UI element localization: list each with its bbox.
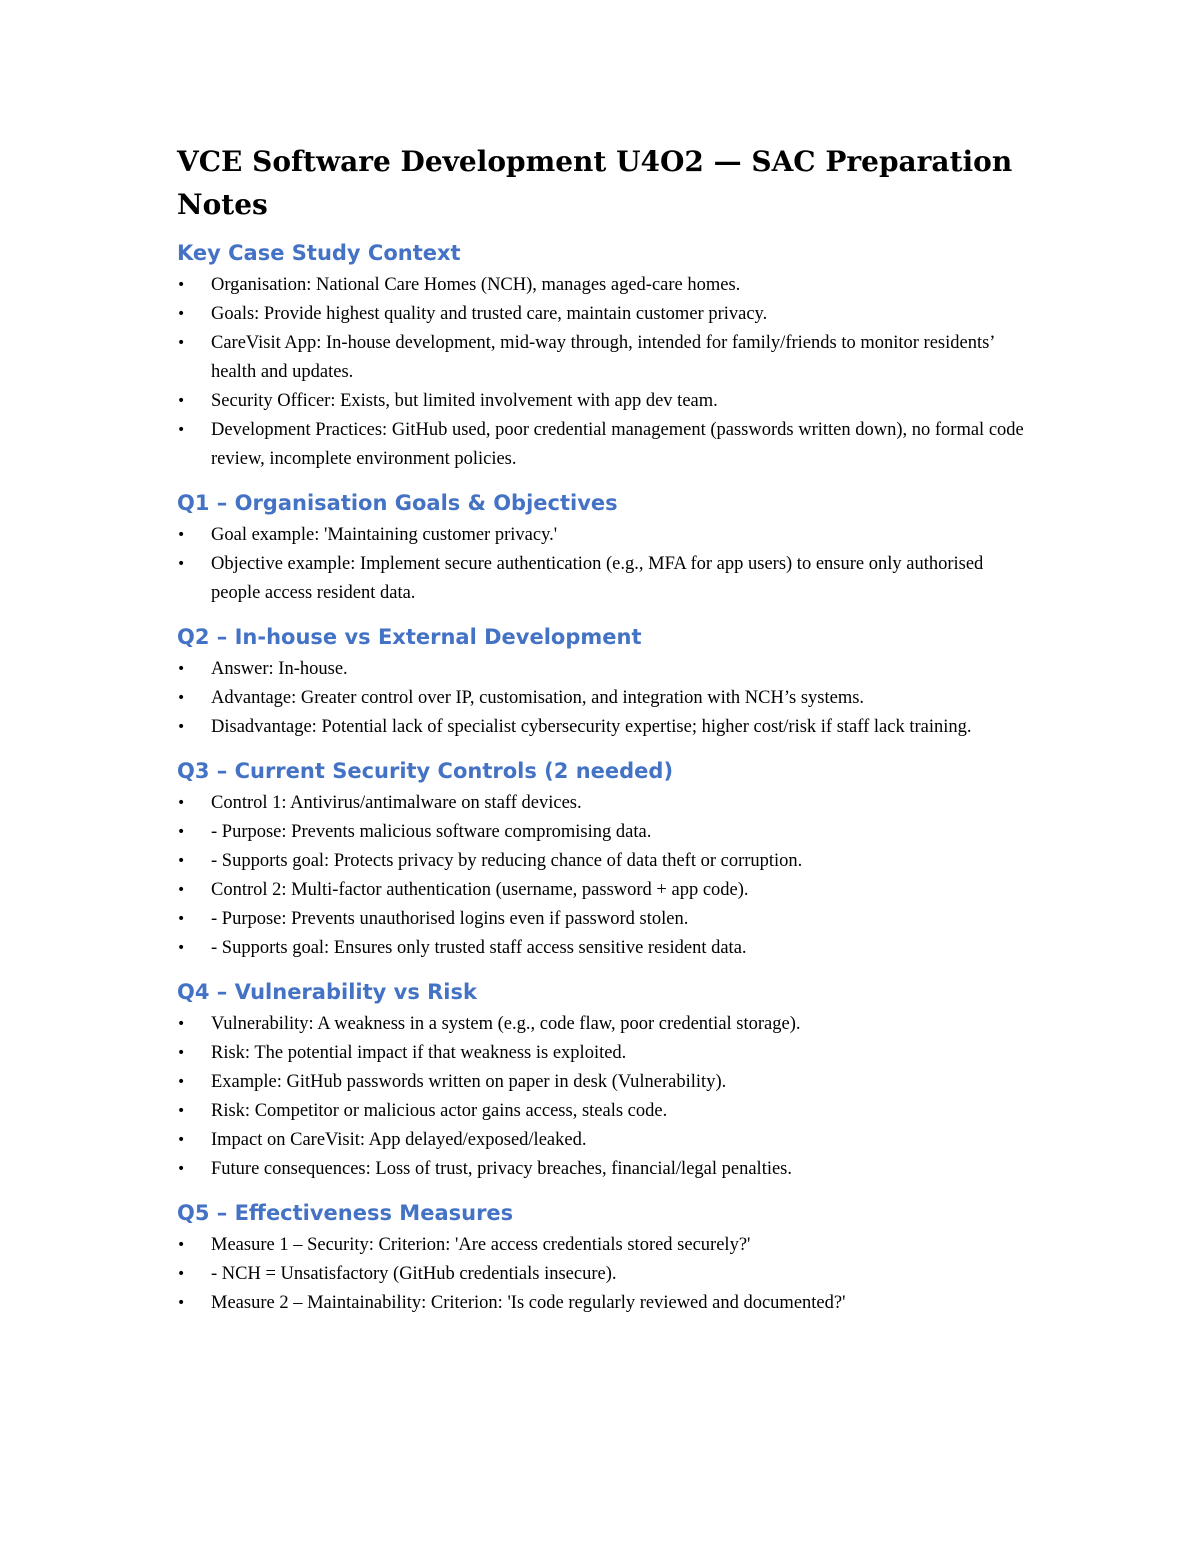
bullet-icon: •: [177, 527, 186, 543]
list-item: [177, 684, 1037, 713]
bullet-icon: •: [177, 306, 186, 322]
section-heading: Key Case Study Context: [177, 241, 461, 265]
section: [177, 756, 1037, 963]
list-item: [177, 416, 1037, 474]
list-item: [177, 1097, 1037, 1126]
list-item-text: - Purpose: Prevents unauthorised logins even if password stolen.: [211, 909, 689, 929]
section-heading: Q2 – In-house vs External Development: [177, 625, 642, 649]
list-item-text: Organisation: National Care Homes (NCH), manages aged-care homes.: [211, 275, 741, 295]
list-item-text: Risk: The potential impact if that weakness is exploited.: [211, 1043, 627, 1063]
list-item: [177, 387, 1037, 416]
list-item-text: Measure 1 – Security: Criterion: 'Are access credentials stored securely?': [211, 1235, 751, 1255]
list-item-text: Security Officer: Exists, but limited involvement with app dev team.: [211, 391, 718, 411]
bullet-icon: •: [177, 940, 186, 956]
section: [177, 238, 1037, 474]
list-item: [177, 300, 1037, 329]
bullet-icon: •: [177, 556, 186, 572]
section-heading: Q1 – Organisation Goals & Objectives: [177, 491, 618, 515]
bullet-icon: •: [177, 1103, 186, 1119]
list-item: [177, 1010, 1037, 1039]
list-item-text: Development Practices: GitHub used, poor credential management (passwords written down), no formal code review, incomplete environment policies.: [211, 420, 1024, 469]
list-item: [177, 655, 1037, 684]
bullet-icon: •: [177, 911, 186, 927]
list-item: [177, 934, 1037, 963]
list-item: [177, 1260, 1037, 1289]
list-item-text: Control 2: Multi-factor authentication (username, password + app code).: [211, 880, 749, 900]
document-page: [177, 140, 1037, 1332]
bullet-list: [177, 1231, 1037, 1318]
section-heading: Q3 – Current Security Controls (2 needed): [177, 759, 674, 783]
bullet-icon: •: [177, 1266, 186, 1282]
bullet-icon: •: [177, 1161, 186, 1177]
bullet-icon: •: [177, 824, 186, 840]
document-title: VCE Software Development U4O2 — SAC Preparation Notes: [177, 145, 1013, 221]
list-item-text: - Supports goal: Ensures only trusted staff access sensitive resident data.: [211, 938, 747, 958]
section: [177, 977, 1037, 1184]
list-item: [177, 1039, 1037, 1068]
list-item-text: Disadvantage: Potential lack of specialist cybersecurity expertise; higher cost/risk if staff lack training.: [211, 717, 972, 737]
bullet-icon: •: [177, 719, 186, 735]
list-item-text: - Supports goal: Protects privacy by reducing chance of data theft or corruption.: [211, 851, 803, 871]
list-item-text: Advantage: Greater control over IP, customisation, and integration with NCH’s systems.: [211, 688, 865, 708]
list-item-text: - NCH = Unsatisfactory (GitHub credentials insecure).: [211, 1264, 617, 1284]
list-item: [177, 1231, 1037, 1260]
bullet-icon: •: [177, 1132, 186, 1148]
list-item: [177, 713, 1037, 742]
bullet-icon: •: [177, 661, 186, 677]
list-item-text: - Purpose: Prevents malicious software compromising data.: [211, 822, 652, 842]
bullet-icon: •: [177, 1045, 186, 1061]
bullet-icon: •: [177, 335, 186, 351]
bullet-icon: •: [177, 690, 186, 706]
sections-container: [177, 238, 1037, 1318]
list-item-text: Goal example: 'Maintaining customer privacy.': [211, 525, 558, 545]
bullet-icon: •: [177, 882, 186, 898]
list-item-text: Measure 2 – Maintainability: Criterion: 'Is code regularly reviewed and documented?': [211, 1293, 846, 1313]
list-item-text: Impact on CareVisit: App delayed/exposed/leaked.: [211, 1130, 587, 1150]
list-item-text: Goals: Provide highest quality and trusted care, maintain customer privacy.: [211, 304, 768, 324]
section-heading: Q4 – Vulnerability vs Risk: [177, 980, 477, 1004]
list-item-text: Control 1: Antivirus/antimalware on staff devices.: [211, 793, 582, 813]
section-heading: Q5 – Effectiveness Measures: [177, 1201, 514, 1225]
section: [177, 622, 1037, 742]
list-item: [177, 876, 1037, 905]
list-item-text: Risk: Competitor or malicious actor gains access, steals code.: [211, 1101, 668, 1121]
list-item: [177, 329, 1037, 387]
bullet-list: [177, 1010, 1037, 1184]
bullet-list: [177, 521, 1037, 608]
list-item-text: Vulnerability: A weakness in a system (e.g., code flaw, poor credential storage).: [211, 1014, 801, 1034]
list-item: [177, 1126, 1037, 1155]
bullet-icon: •: [177, 1295, 186, 1311]
list-item-text: Answer: In-house.: [211, 659, 348, 679]
list-item: [177, 521, 1037, 550]
bullet-list: [177, 789, 1037, 963]
list-item-text: Objective example: Implement secure authentication (e.g., MFA for app users) to ensure only authorised people access resident data.: [211, 554, 984, 603]
list-item: [177, 1068, 1037, 1097]
list-item: [177, 550, 1037, 608]
list-item: [177, 271, 1037, 300]
bullet-icon: •: [177, 853, 186, 869]
bullet-icon: •: [177, 795, 186, 811]
bullet-icon: •: [177, 422, 186, 438]
list-item: [177, 847, 1037, 876]
list-item: [177, 818, 1037, 847]
bullet-icon: •: [177, 1016, 186, 1032]
list-item-text: CareVisit App: In-house development, mid-way through, intended for family/friends to monitor residents’ health and updates.: [211, 333, 995, 382]
bullet-icon: •: [177, 393, 186, 409]
list-item: [177, 1289, 1037, 1318]
list-item: [177, 1155, 1037, 1184]
list-item-text: Future consequences: Loss of trust, privacy breaches, financial/legal penalties.: [211, 1159, 793, 1179]
bullet-icon: •: [177, 277, 186, 293]
section: [177, 488, 1037, 608]
list-item: [177, 905, 1037, 934]
bullet-icon: •: [177, 1074, 186, 1090]
bullet-icon: •: [177, 1237, 186, 1253]
list-item: [177, 789, 1037, 818]
section: [177, 1198, 1037, 1318]
bullet-list: [177, 655, 1037, 742]
list-item-text: Example: GitHub passwords written on paper in desk (Vulnerability).: [211, 1072, 727, 1092]
bullet-list: [177, 271, 1037, 474]
